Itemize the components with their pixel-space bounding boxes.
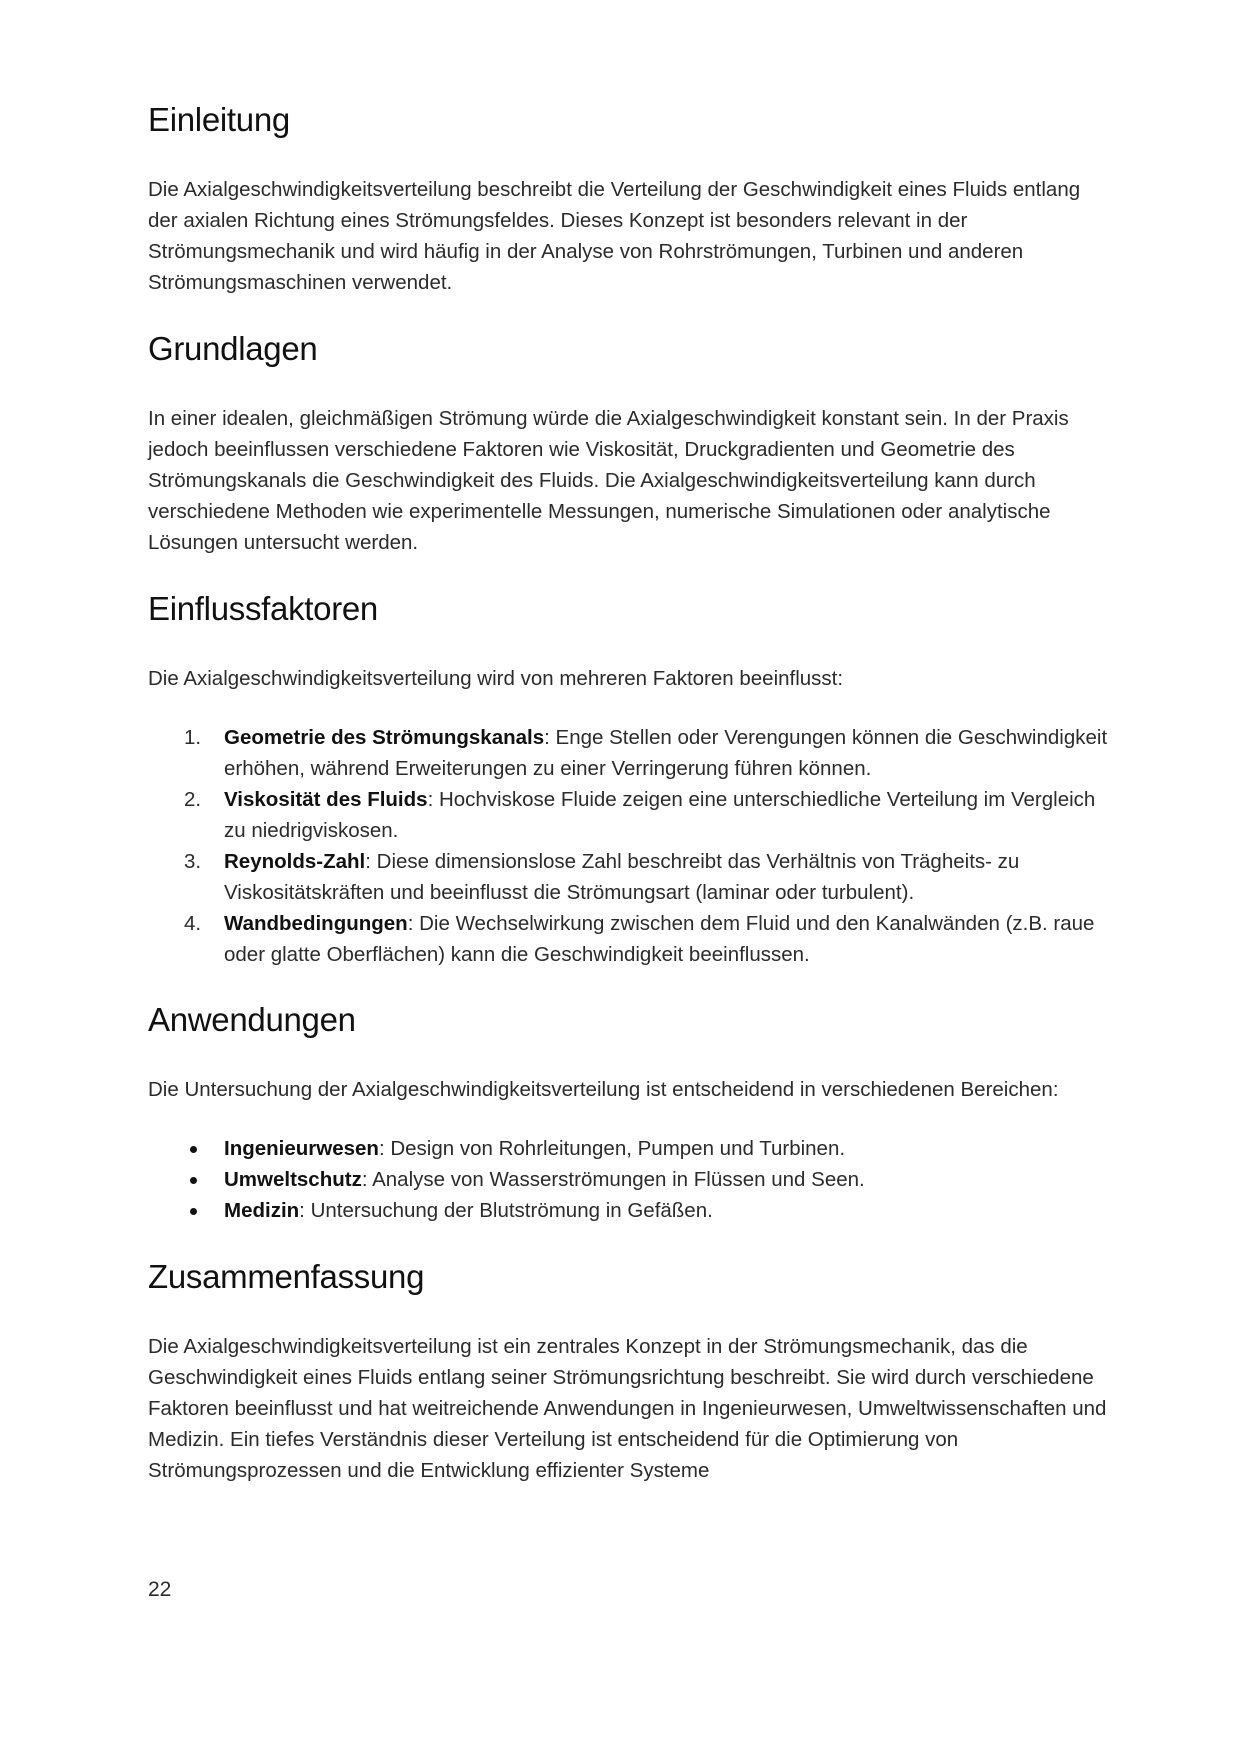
list-text: : Design von Rohrleitungen, Pumpen und Turbinen. [378, 1137, 846, 1160]
list-item [148, 1164, 1108, 1195]
list-item [148, 846, 1108, 908]
heading-einflussfaktoren: Einflussfaktoren [148, 590, 378, 627]
list-term: Ingenieurwesen [224, 1137, 379, 1160]
heading-einleitung: Einleitung [148, 101, 290, 138]
heading-zusammenfassung: Zusammenfassung [148, 1258, 425, 1295]
list-item [148, 1133, 1108, 1164]
factors-list [148, 722, 1108, 970]
section-einleitung [148, 100, 1108, 298]
paragraph-einflussfaktoren-intro: Die Axialgeschwindigkeitsverteilung wird von mehreren Faktoren beeinflusst: [148, 667, 844, 690]
paragraph-zusammenfassung: Die Axialgeschwindigkeitsverteilung ist ein zentrales Konzept in der Strömungsmechanik, das die Geschwindigkeit eines Fluids entlang seiner Strömungsrichtung beschreibt. Sie wird durch verschiedene Faktoren beeinflusst und hat weitreichende Anwendungen in Ingenieurwesen, Umweltwissenschaften und Medizin. Ein tiefes Verständnis dieser Verteilung ist entscheidend für die Optimierung von Strömungsprozessen und die Entwicklung effizienter Systeme [148, 1335, 1107, 1482]
bullet-icon [190, 1177, 197, 1184]
list-text: : Hochviskose Fluide zeigen eine unterschiedliche Verteilung im Vergleich zu niedrigviskosen. [224, 788, 1096, 842]
paragraph-einleitung: Die Axialgeschwindigkeitsverteilung beschreibt die Verteilung der Geschwindigkeit eines Fluids entlang der axialen Richtung eines Strömungsfeldes. Dieses Konzept ist besonders relevant in der Strömungsmechanik und wird häufig in der Analyse von Rohrströmungen, Turbinen und anderen Strömungsmaschinen verwendet. [148, 178, 1081, 294]
section-anwendungen [148, 1000, 1108, 1226]
list-number: 2. [184, 788, 202, 811]
list-text: : Diese dimensionslose Zahl beschreibt das Verhältnis von Trägheits- zu Viskositätskräften und beeinflusst die Strömungsart (laminar oder turbulent). [224, 850, 1020, 904]
page-number: 22 [148, 1578, 172, 1601]
list-item [148, 784, 1108, 846]
bullet-icon [190, 1146, 197, 1153]
list-number: 4. [184, 912, 202, 935]
heading-grundlagen: Grundlagen [148, 330, 318, 367]
list-item [148, 1195, 1108, 1226]
list-text: : Analyse von Wasserströmungen in Flüssen und Seen. [361, 1168, 865, 1191]
section-zusammenfassung [148, 1257, 1108, 1486]
list-term: Umweltschutz [224, 1168, 362, 1191]
bullet-icon [190, 1208, 197, 1215]
section-grundlagen [148, 329, 1108, 558]
list-item [148, 908, 1108, 970]
list-term: Geometrie des Strömungskanals [224, 726, 545, 749]
heading-anwendungen: Anwendungen [148, 1001, 356, 1038]
list-text: : Untersuchung der Blutströmung in Gefäßen. [299, 1199, 713, 1222]
list-text: : Die Wechselwirkung zwischen dem Fluid und den Kanalwänden (z.B. raue oder glatte Oberflächen) kann die Geschwindigkeit beeinflussen. [224, 912, 1095, 966]
list-item [148, 722, 1108, 784]
paragraph-anwendungen-intro: Die Untersuchung der Axialgeschwindigkeitsverteilung ist entscheidend in verschiedenen Bereichen: [148, 1078, 1059, 1101]
list-term: Wandbedingungen [224, 912, 408, 935]
list-term: Medizin [224, 1199, 300, 1222]
applications-list [148, 1133, 1108, 1226]
list-term: Reynolds-Zahl [224, 850, 366, 873]
paragraph-grundlagen: In einer idealen, gleichmäßigen Strömung würde die Axialgeschwindigkeit konstant sein. In der Praxis jedoch beeinflussen verschiedene Faktoren wie Viskosität, Druckgradienten und Geometrie des Strömungskanals die Geschwindigkeit des Fluids. Die Axialgeschwindigkeitsverteilung kann durch verschiedene Methoden wie experimentelle Messungen, numerische Simulationen oder analytische Lösungen untersucht werden. [148, 407, 1069, 554]
list-number: 3. [184, 850, 202, 873]
section-einflussfaktoren [148, 589, 1108, 970]
document-page [148, 100, 1108, 1486]
list-term: Viskosität des Fluids [224, 788, 428, 811]
list-text: : Enge Stellen oder Verengungen können die Geschwindigkeit erhöhen, während Erweiterungen zu einer Verringerung führen können. [224, 726, 1108, 780]
list-number: 1. [184, 726, 202, 749]
